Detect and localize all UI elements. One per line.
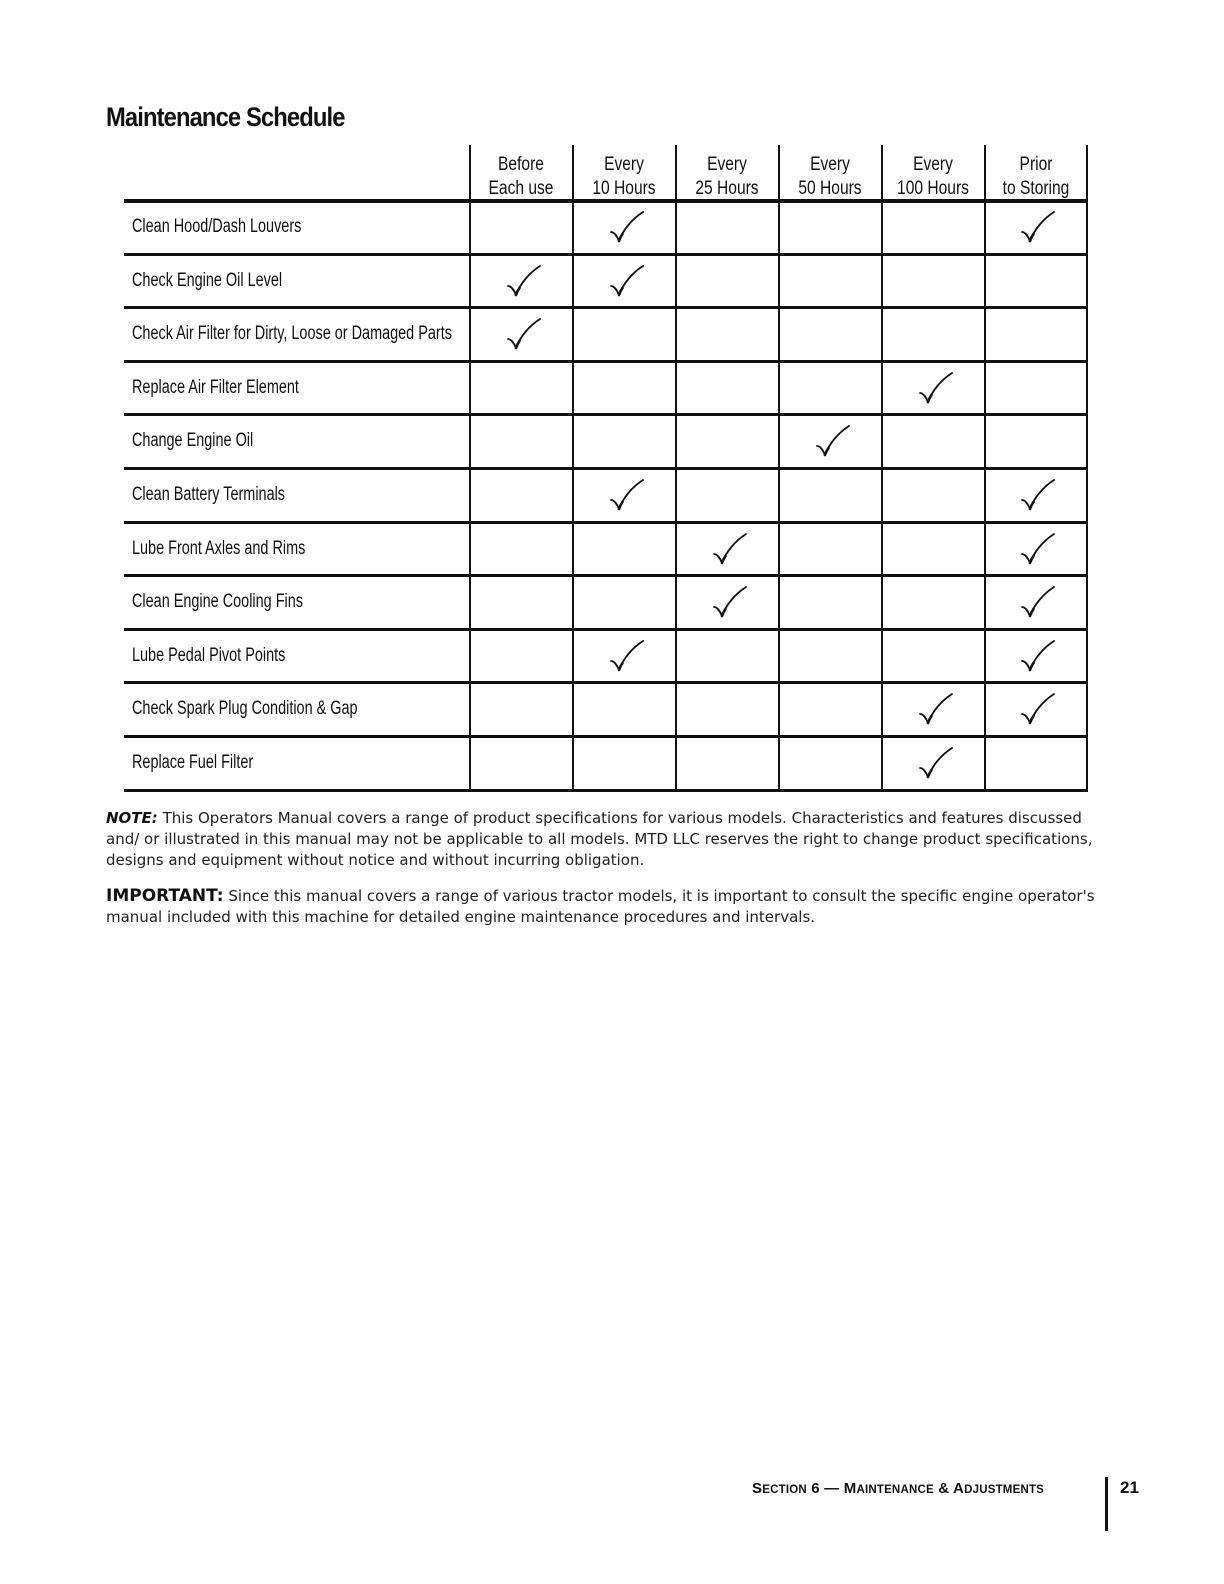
page-number: 21 <box>1120 1478 1139 1497</box>
task-label: Clean Hood/Dash Louvers <box>132 216 302 237</box>
column-header-line2: 10 Hours <box>592 178 656 199</box>
column-header <box>789 153 871 201</box>
task-label: Change Engine Oil <box>132 430 254 452</box>
table-row <box>124 308 1088 361</box>
checkmark-icon <box>1018 585 1058 621</box>
table-row <box>124 362 1088 415</box>
checkmark-icon <box>607 264 647 300</box>
table-row <box>124 737 1088 790</box>
task-label: Check Air Filter for Dirty, Loose or Damaged Parts <box>132 323 452 345</box>
note-text: This Operators Manual covers a range of product specifications for various models. Characteristics and features discussed and/ or illustrated in this manual may not be applicable to all models. MTD LLC reserves the right to change product specifications, designs and equipment without notice and without incurring obligation. <box>106 809 1093 869</box>
checkmark-icon <box>1018 210 1058 246</box>
checkmark-icon <box>504 264 544 300</box>
checkmark-icon <box>916 692 956 728</box>
column-header <box>480 153 562 201</box>
table-row <box>124 683 1088 736</box>
task-label: Clean Battery Terminals <box>132 484 286 505</box>
table-row <box>124 523 1088 576</box>
column-header-line1: Every <box>707 154 747 175</box>
checkmark-icon <box>504 317 544 353</box>
checkmark-icon <box>607 478 647 514</box>
task-label: Lube Pedal Pivot Points <box>132 644 286 666</box>
table-row <box>124 415 1088 468</box>
table-row <box>124 630 1088 683</box>
column-header <box>892 153 974 201</box>
checkmark-icon <box>916 746 956 782</box>
note-paragraph <box>106 808 1106 871</box>
checkmark-icon <box>1018 639 1058 675</box>
column-header-line2: 25 Hours <box>695 178 759 199</box>
checkmark-icon <box>813 424 853 460</box>
task-label: Check Engine Oil Level <box>132 269 283 291</box>
footer-section-title: SECTION 6 — MAINTENANCE & ADJUSTMENTS <box>752 1480 1045 1497</box>
maintenance-schedule-table <box>124 145 1088 792</box>
note-label: NOTE: <box>106 809 158 827</box>
column-header <box>995 153 1077 201</box>
checkmark-icon <box>710 532 750 568</box>
task-label: Clean Engine Cooling Fins <box>132 591 303 613</box>
column-header-line2: 50 Hours <box>798 178 862 199</box>
checkmark-icon <box>607 210 647 246</box>
checkmark-icon <box>710 585 750 621</box>
task-label: Check Spark Plug Condition & Gap <box>132 698 358 720</box>
column-header-line1: Every <box>913 154 953 175</box>
column-header <box>583 153 665 201</box>
important-paragraph <box>106 886 1106 928</box>
checkmark-icon <box>607 639 647 675</box>
column-header-line1: Before <box>498 154 544 175</box>
column-header-line1: Prior <box>1019 154 1053 175</box>
column-header-line2: Each use <box>488 178 554 199</box>
task-label: Lube Front Axles and Rims <box>132 537 306 559</box>
footer-divider <box>1105 1477 1108 1531</box>
checkmark-icon <box>1018 692 1058 728</box>
column-header-line2: to Storing <box>1002 178 1070 199</box>
column-header-line1: Every <box>604 154 644 175</box>
table-row <box>124 469 1088 522</box>
page-title: Maintenance Schedule <box>106 102 345 132</box>
important-label: IMPORTANT: <box>106 886 224 906</box>
column-header <box>686 153 768 201</box>
table-row <box>124 255 1088 308</box>
row-divider <box>124 789 1088 792</box>
checkmark-icon <box>1018 532 1058 568</box>
column-header-line1: Every <box>810 154 850 175</box>
important-text: Since this manual covers a range of various tractor models, it is important to consult the specific engine operator's manual included with this machine for detailed engine maintenance procedures and intervals. <box>106 887 1095 926</box>
table-row <box>124 201 1088 254</box>
task-label: Replace Air Filter Element <box>132 376 299 398</box>
table-row <box>124 576 1088 629</box>
checkmark-icon <box>916 371 956 407</box>
column-header-line2: 100 Hours <box>897 178 969 199</box>
checkmark-icon <box>1018 478 1058 514</box>
task-label: Replace Fuel Filter <box>132 752 254 773</box>
